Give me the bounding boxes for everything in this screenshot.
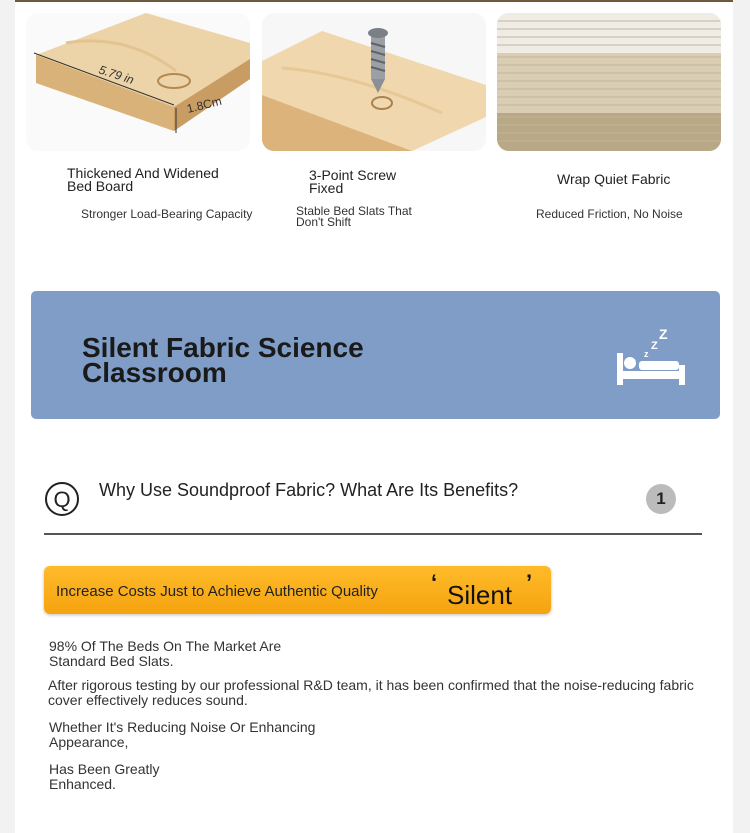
highlight-text: Increase Costs Just to Achieve Authentic Quality bbox=[56, 583, 378, 600]
svg-text:Q: Q bbox=[53, 487, 71, 512]
feature-subtitle-screw-fixed: Stable Bed Slats That Don't Shift bbox=[296, 204, 412, 229]
feature-title-thickened-board: Thickened And Widened Bed Board bbox=[67, 165, 219, 194]
svg-text:Z: Z bbox=[659, 326, 668, 342]
banner-title: Silent Fabric Science Classroom bbox=[82, 332, 364, 388]
science-classroom-banner bbox=[31, 291, 720, 419]
quote-open-mark: ‘ bbox=[431, 570, 438, 595]
authentic-quality-highlight bbox=[44, 566, 551, 614]
screw-fixed-image bbox=[262, 13, 486, 151]
paragraph-testing: After rigorous testing by our professional R&D team, it has been confirmed that the noise-reducing fabric cover effectively reduces sound. bbox=[48, 677, 694, 708]
svg-text:Z: Z bbox=[651, 340, 658, 352]
question-underline bbox=[44, 533, 702, 535]
thickened-board-image bbox=[26, 13, 250, 151]
product-detail-page bbox=[15, 0, 733, 833]
question-number-badge: 1 bbox=[646, 484, 676, 514]
question-text: Why Use Soundproof Fabric? What Are Its Benefits? bbox=[99, 480, 519, 500]
dimension-thickness-label: 1.8Cm bbox=[185, 93, 224, 116]
feature-subtitle-quiet-fabric: Reduced Friction, No Noise bbox=[536, 207, 683, 221]
paragraph-enhanced: Has Been Greatly Enhanced. bbox=[49, 761, 160, 792]
svg-text:z: z bbox=[644, 349, 649, 359]
screw-icon bbox=[371, 35, 385, 79]
top-divider bbox=[15, 0, 733, 2]
sleeping-bed-icon bbox=[615, 325, 687, 385]
feature-title-quiet-fabric: Wrap Quiet Fabric bbox=[557, 171, 671, 187]
dimension-length-label: 5.79 in bbox=[97, 62, 136, 87]
quiet-fabric-image bbox=[497, 13, 721, 151]
feature-title-screw-fixed: 3-Point Screw Fixed bbox=[309, 167, 397, 196]
feature-subtitle-thickened-board: Stronger Load-Bearing Capacity bbox=[81, 207, 253, 221]
q-icon bbox=[44, 481, 80, 517]
highlight-keyword: Silent bbox=[447, 580, 513, 610]
paragraph-market-stat: 98% Of The Beds On The Market Are Standard Bed Slats. bbox=[49, 638, 282, 669]
paragraph-noise-appearance: Whether It's Reducing Noise Or Enhancing Appearance, bbox=[49, 719, 316, 750]
quote-close-mark: ’ bbox=[526, 570, 533, 595]
